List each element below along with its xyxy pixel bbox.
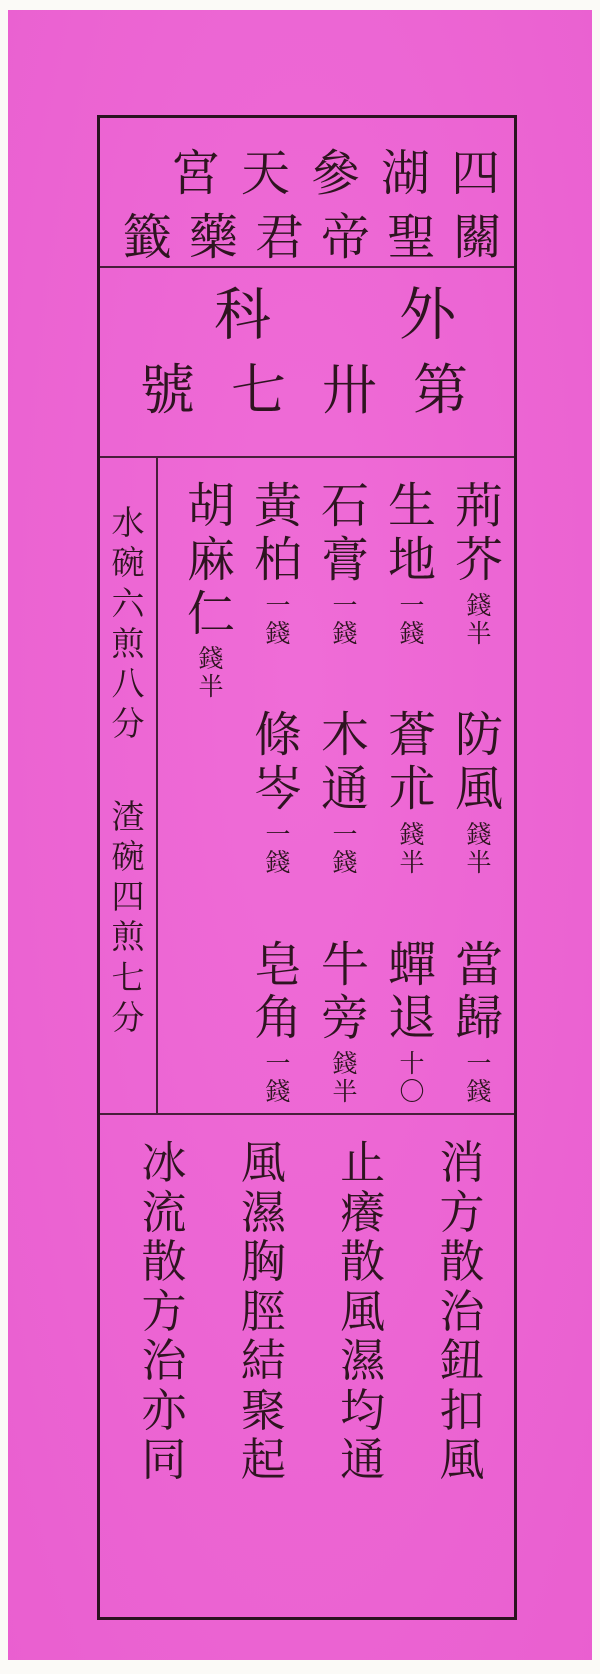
herb-name: 荊 芥	[454, 480, 503, 587]
herb-column	[385, 480, 439, 1107]
herb-name: 當 歸	[454, 938, 503, 1046]
herb-dose: 一 錢	[399, 592, 425, 648]
herb-dose: 一 錢	[466, 1051, 492, 1106]
herb-entry	[388, 480, 436, 649]
herb-entry	[388, 709, 436, 878]
verse-line-2: 止 癢 散 風 濕 均 通	[340, 1138, 386, 1485]
prescription-section	[100, 458, 514, 1115]
herb-entry	[187, 480, 235, 702]
verse-line-1: 消 方 散 治 鈕 扣 風	[439, 1138, 485, 1485]
herb-column	[184, 480, 238, 1107]
herb-dose: 錢 半	[466, 592, 492, 648]
department-label: 外 科	[214, 284, 456, 347]
category-section	[100, 268, 514, 458]
pink-paper	[8, 10, 592, 1660]
herb-name: 生 地	[387, 480, 436, 587]
slip-title: 關 聖 帝 君 藥 籤	[122, 210, 502, 266]
indication-section	[100, 1115, 514, 1617]
herb-dose: 錢 半	[198, 646, 224, 702]
header-section	[100, 118, 514, 268]
herb-name: 蒼 朮	[387, 709, 436, 816]
herb-dose: 一 錢	[265, 1051, 291, 1106]
herb-name: 石 膏	[320, 480, 369, 587]
herb-column	[318, 480, 372, 1107]
herb-entry	[254, 939, 302, 1108]
herb-name: 條 岑	[253, 709, 302, 816]
herb-name: 皂 角	[253, 938, 302, 1046]
verse-line-3: 風 濕 胸 脛 結 聚 起	[240, 1138, 286, 1485]
decoction-instructions	[100, 458, 158, 1113]
herb-dose: 一 錢	[332, 821, 358, 877]
herb-entry	[321, 480, 369, 649]
herb-entry	[254, 709, 302, 878]
border-frame	[97, 115, 517, 1620]
slip-number: 第 卅 七 號	[139, 359, 468, 421]
herb-name: 胡 麻 仁	[186, 480, 235, 641]
herb-entry	[455, 939, 503, 1108]
herb-dose: 一 錢	[332, 592, 358, 648]
herb-name: 黃 柏	[253, 480, 302, 587]
herb-dose: 錢 半	[399, 821, 425, 877]
herb-entry	[455, 480, 503, 649]
herb-name: 蟬 退	[387, 938, 436, 1046]
herb-name: 防 風	[454, 709, 503, 816]
herb-entry	[388, 939, 436, 1108]
herb-dose: 一 錢	[265, 592, 291, 648]
herb-entry	[455, 709, 503, 878]
herb-entry	[321, 709, 369, 878]
herb-entry	[321, 939, 369, 1108]
herb-name: 木 通	[320, 709, 369, 816]
decoction-instruction-second: 渣 碗 四 煎 七 分	[111, 799, 145, 1037]
herb-dose: 十 〇	[399, 1051, 425, 1106]
verse-line-4: 冰 流 散 方 治 亦 同	[141, 1138, 187, 1485]
herb-name: 牛 旁	[320, 938, 369, 1046]
herb-column	[251, 480, 305, 1107]
herb-entry	[254, 480, 302, 649]
herb-column	[452, 480, 506, 1107]
decoction-instruction-first: 水 碗 六 煎 八 分	[111, 506, 145, 744]
herb-dose: 一 錢	[265, 821, 291, 877]
herb-list	[158, 458, 514, 1113]
herb-dose: 錢 半	[332, 1051, 358, 1106]
herb-dose: 錢 半	[466, 821, 492, 877]
temple-name: 四 湖 參 天 宮	[170, 146, 500, 201]
